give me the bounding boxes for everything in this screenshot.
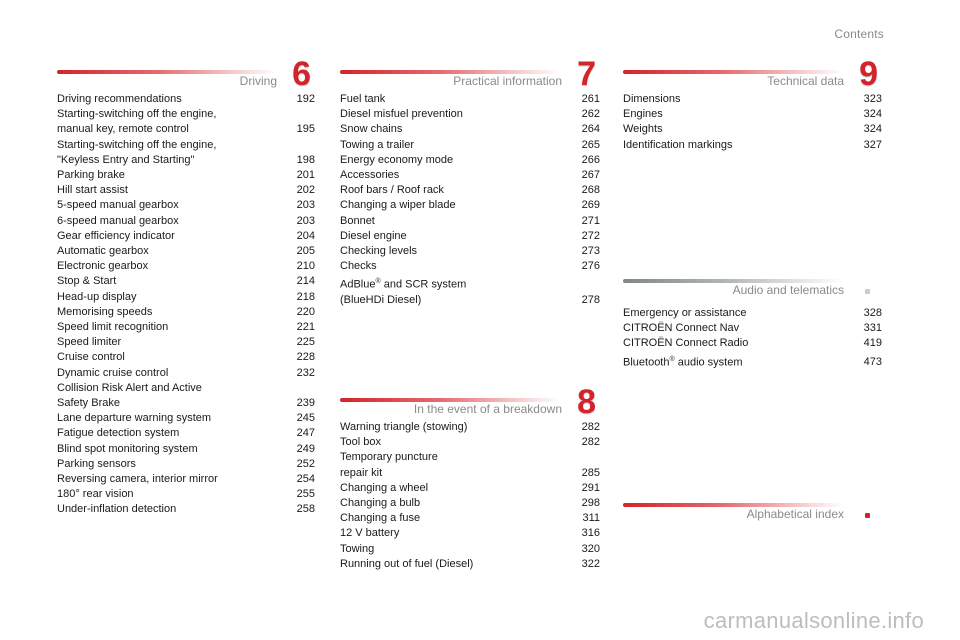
toc-entry[interactable] bbox=[623, 321, 882, 336]
toc-entry[interactable] bbox=[57, 244, 315, 259]
toc-entry-label: Tool box bbox=[340, 436, 381, 449]
toc-entry-page: 282 bbox=[581, 421, 600, 433]
toc-entry[interactable] bbox=[340, 450, 600, 480]
toc-entry-label: 12 V battery bbox=[340, 527, 400, 540]
toc-entry[interactable] bbox=[340, 557, 600, 572]
toc-entry[interactable] bbox=[57, 366, 315, 381]
toc-entry-page: 327 bbox=[863, 138, 882, 151]
toc-entry-label: Hill start assist bbox=[57, 184, 128, 197]
toc-entry-label: Parking sensors bbox=[57, 457, 136, 470]
toc-entry-page: 323 bbox=[863, 93, 882, 105]
toc-entry-label: Dimensions bbox=[623, 93, 681, 105]
toc-entry[interactable] bbox=[340, 153, 600, 168]
section-number: 8 bbox=[577, 383, 596, 421]
toc-entry-label: Emergency or assistance bbox=[623, 307, 747, 319]
toc-entry-label: Parking brake bbox=[57, 169, 125, 182]
toc-entry[interactable] bbox=[57, 183, 315, 198]
toc-entry-page: 265 bbox=[581, 138, 600, 151]
toc-entry-page: 320 bbox=[581, 542, 600, 555]
toc-entry[interactable] bbox=[340, 122, 600, 137]
toc-entry-label: Reversing camera, interior mirror bbox=[57, 473, 218, 486]
toc-entry[interactable] bbox=[57, 502, 315, 517]
toc-entry-page: 266 bbox=[581, 153, 600, 166]
toc-entry[interactable] bbox=[57, 411, 315, 426]
toc-entry-page: 202 bbox=[296, 184, 315, 197]
toc-entry-label: Speed limiter bbox=[57, 336, 122, 349]
section-breakdown bbox=[340, 383, 600, 572]
toc-entry-page: 276 bbox=[581, 260, 600, 273]
toc-entry-page: 282 bbox=[581, 436, 600, 449]
toc-entry-page: 221 bbox=[296, 321, 315, 334]
toc-entry[interactable] bbox=[57, 290, 315, 305]
section-driving bbox=[57, 55, 315, 518]
toc-entry-label: Towing a trailer bbox=[340, 138, 414, 151]
toc-entry-label: CITROËN Connect Radio bbox=[623, 337, 749, 350]
toc-entry[interactable] bbox=[340, 496, 600, 511]
toc-entry-page: 201 bbox=[296, 169, 315, 182]
toc-entry-label: Starting-switching off the engine, manual key, remote control bbox=[57, 108, 217, 136]
toc-list bbox=[340, 92, 600, 309]
toc-entry-label: Changing a wheel bbox=[340, 481, 429, 494]
section-number: 6 bbox=[292, 55, 311, 93]
toc-entry-page: 220 bbox=[296, 305, 315, 318]
toc-list bbox=[623, 306, 882, 370]
toc-entry[interactable] bbox=[623, 107, 882, 122]
toc-entry-label: Checks bbox=[340, 260, 377, 273]
toc-list bbox=[623, 92, 882, 153]
toc-entry-label: Speed limit recognition bbox=[57, 321, 169, 334]
toc-entry[interactable] bbox=[57, 198, 315, 213]
toc-entry-page: 255 bbox=[296, 488, 315, 501]
toc-entry[interactable] bbox=[57, 214, 315, 229]
toc-entry-label: Automatic gearbox bbox=[57, 245, 149, 258]
toc-entry[interactable] bbox=[340, 183, 600, 198]
toc-entry[interactable] bbox=[340, 214, 600, 229]
section-header bbox=[623, 271, 882, 301]
toc-entry-page: 331 bbox=[863, 322, 882, 335]
toc-entry[interactable] bbox=[57, 92, 315, 107]
toc-entry[interactable] bbox=[57, 457, 315, 472]
toc-list bbox=[57, 92, 315, 518]
toc-entry-label: CITROËN Connect Nav bbox=[623, 322, 740, 335]
toc-entry-page: 269 bbox=[581, 199, 600, 212]
toc-entry-page: 258 bbox=[296, 503, 315, 516]
section-marker-dot bbox=[865, 289, 870, 294]
toc-entry[interactable] bbox=[340, 274, 600, 308]
toc-entry-page: 232 bbox=[296, 366, 315, 379]
toc-entry-page: 322 bbox=[581, 557, 600, 570]
toc-entry-label: Electronic gearbox bbox=[57, 260, 149, 273]
toc-entry-label: Collision Risk Alert and Active Safety Brake bbox=[57, 381, 202, 410]
toc-entry-page: 195 bbox=[296, 123, 315, 136]
section-title: Practical information bbox=[453, 74, 562, 88]
toc-entry-label: Fatigue detection system bbox=[57, 427, 180, 440]
toc-entry-page: 239 bbox=[296, 397, 315, 410]
toc-entry[interactable] bbox=[57, 442, 315, 457]
toc-entry-label: Starting-switching off the engine, "Keyless Entry and Starting" bbox=[57, 138, 217, 166]
section-header bbox=[623, 495, 882, 525]
toc-entry-page: 198 bbox=[296, 153, 315, 166]
section-title: Audio and telematics bbox=[732, 283, 844, 297]
watermark: carmanualsonline.info bbox=[703, 608, 924, 633]
toc-entry-page: 210 bbox=[296, 260, 315, 273]
toc-entry-label: Identification markings bbox=[623, 138, 733, 151]
toc-entry[interactable] bbox=[57, 472, 315, 487]
toc-entry[interactable] bbox=[340, 107, 600, 122]
toc-entry-page: 252 bbox=[296, 457, 315, 470]
toc-entry[interactable] bbox=[623, 92, 882, 107]
toc-entry[interactable] bbox=[340, 138, 600, 153]
toc-entry-page: 218 bbox=[296, 290, 315, 303]
toc-entry-page: 192 bbox=[296, 93, 315, 105]
section-title: In the event of a breakdown bbox=[413, 402, 562, 416]
section-audio-telematics bbox=[623, 271, 882, 370]
toc-entry-page: 291 bbox=[581, 481, 600, 494]
section-number: 7 bbox=[577, 55, 596, 93]
toc-entry-label: Blind spot monitoring system bbox=[57, 442, 198, 455]
toc-entry-page: 214 bbox=[296, 275, 315, 288]
toc-entry[interactable] bbox=[57, 229, 315, 244]
toc-entry[interactable] bbox=[340, 435, 600, 450]
section-title: Technical data bbox=[767, 74, 844, 88]
toc-entry-label: Running out of fuel (Diesel) bbox=[340, 557, 474, 570]
section-number: 9 bbox=[859, 55, 878, 93]
section-technical-data bbox=[623, 55, 882, 153]
section-title: Alphabetical index bbox=[746, 507, 844, 521]
toc-entry-label: Energy economy mode bbox=[340, 153, 454, 166]
toc-entry-label: 5-speed manual gearbox bbox=[57, 199, 179, 212]
toc-entry-page: 203 bbox=[296, 214, 315, 227]
toc-entry[interactable] bbox=[57, 335, 315, 350]
toc-entry-label: Under-inflation detection bbox=[57, 503, 177, 516]
toc-entry-label: Changing a fuse bbox=[340, 512, 421, 525]
toc-entry-label: Temporary puncture repair kit bbox=[340, 451, 438, 479]
section-title: Driving bbox=[239, 74, 277, 88]
toc-entry-label: Checking levels bbox=[340, 245, 418, 258]
toc-entry[interactable] bbox=[623, 138, 882, 153]
toc-entry-label: Weights bbox=[623, 123, 663, 136]
toc-entry[interactable] bbox=[340, 92, 600, 107]
toc-entry-page: 254 bbox=[296, 473, 315, 486]
toc-entry[interactable] bbox=[340, 244, 600, 259]
toc-entry-label: Accessories bbox=[340, 169, 400, 182]
toc-entry-page: 247 bbox=[296, 427, 315, 440]
toc-entry-page: 324 bbox=[863, 123, 882, 136]
toc-entry-label: 6-speed manual gearbox bbox=[57, 214, 179, 227]
section-alphabetical-index bbox=[623, 495, 882, 525]
toc-entry[interactable] bbox=[57, 350, 315, 365]
toc-entry-label: Dynamic cruise control bbox=[57, 366, 169, 379]
toc-entry-label: Driving recommendations bbox=[57, 93, 182, 105]
toc-entry-label: Towing bbox=[340, 542, 375, 555]
toc-entry[interactable] bbox=[340, 259, 600, 274]
toc-entry-label: Diesel engine bbox=[340, 229, 407, 242]
toc-entry[interactable] bbox=[57, 138, 315, 168]
toc-entry-page: 272 bbox=[581, 229, 600, 242]
toc-entry[interactable] bbox=[340, 542, 600, 557]
toc-entry-page: 225 bbox=[296, 336, 315, 349]
toc-entry[interactable] bbox=[623, 336, 882, 351]
toc-entry[interactable] bbox=[57, 259, 315, 274]
toc-entry-page: 316 bbox=[581, 527, 600, 540]
toc-entry[interactable] bbox=[340, 511, 600, 526]
toc-list bbox=[340, 420, 600, 572]
toc-entry-page: 249 bbox=[296, 442, 315, 455]
toc-entry-label: Changing a wiper blade bbox=[340, 199, 456, 212]
toc-entry-label: Lane departure warning system bbox=[57, 412, 212, 425]
toc-entry-label: Snow chains bbox=[340, 123, 403, 136]
section-marker-dot bbox=[865, 513, 870, 518]
toc-entry-page: 267 bbox=[581, 169, 600, 182]
toc-entry-page: 311 bbox=[582, 512, 600, 525]
toc-entry-label: Changing a bulb bbox=[340, 497, 421, 510]
toc-entry-label: Gear efficiency indicator bbox=[57, 229, 175, 242]
section-header bbox=[57, 55, 315, 93]
toc-entry-page: 473 bbox=[863, 356, 882, 369]
toc-entry[interactable] bbox=[340, 481, 600, 496]
toc-entry-label: Fuel tank bbox=[340, 93, 386, 105]
toc-entry[interactable] bbox=[57, 487, 315, 502]
toc-entry[interactable] bbox=[340, 420, 600, 435]
toc-entry-page: 273 bbox=[581, 245, 600, 258]
toc-entry-page: 245 bbox=[296, 412, 315, 425]
toc-entry[interactable] bbox=[340, 229, 600, 244]
toc-entry-label: Stop & Start bbox=[57, 275, 117, 288]
toc-entry-page: 261 bbox=[581, 93, 600, 105]
toc-entry-page: 262 bbox=[581, 108, 600, 121]
toc-entry-label: Bonnet bbox=[340, 214, 375, 227]
toc-entry[interactable] bbox=[57, 320, 315, 335]
toc-entry-label: Roof bars / Roof rack bbox=[340, 184, 444, 197]
toc-entry-label: Engines bbox=[623, 108, 663, 121]
toc-entry-page: 278 bbox=[581, 294, 600, 307]
section-practical-information bbox=[340, 55, 600, 309]
toc-entry[interactable] bbox=[57, 168, 315, 183]
toc-entry[interactable] bbox=[57, 381, 315, 411]
section-header bbox=[623, 55, 882, 93]
toc-entry-label: Cruise control bbox=[57, 351, 125, 364]
toc-entry[interactable] bbox=[623, 352, 882, 371]
toc-entry-page: 419 bbox=[863, 337, 882, 350]
toc-entry-label: AdBlue® and SCR system (BlueHDi Diesel) bbox=[340, 278, 467, 307]
toc-entry[interactable] bbox=[623, 122, 882, 137]
toc-entry[interactable] bbox=[340, 198, 600, 213]
toc-entry-page: 328 bbox=[863, 307, 882, 319]
section-header bbox=[340, 55, 600, 93]
toc-entry-page: 264 bbox=[581, 123, 600, 136]
toc-entry-page: 271 bbox=[581, 214, 600, 227]
toc-entry-label: 180° rear vision bbox=[57, 488, 134, 501]
toc-entry-label: Bluetooth® audio system bbox=[623, 355, 743, 369]
page-header: Contents bbox=[834, 27, 884, 41]
toc-entry[interactable] bbox=[623, 306, 882, 321]
toc-entry-page: 205 bbox=[296, 245, 315, 258]
toc-entry-page: 298 bbox=[581, 497, 600, 510]
toc-entry-page: 203 bbox=[296, 199, 315, 212]
toc-entry-page: 285 bbox=[581, 466, 600, 479]
toc-entry-page: 204 bbox=[296, 229, 315, 242]
toc-entry[interactable] bbox=[57, 426, 315, 441]
toc-entry-label: Diesel misfuel prevention bbox=[340, 108, 463, 121]
toc-entry[interactable] bbox=[57, 107, 315, 137]
section-header bbox=[340, 383, 600, 421]
toc-entry-label: Head-up display bbox=[57, 290, 137, 303]
toc-entry[interactable] bbox=[57, 274, 315, 289]
toc-entry-page: 268 bbox=[581, 184, 600, 197]
toc-entry[interactable] bbox=[340, 526, 600, 541]
toc-entry-label: Memorising speeds bbox=[57, 305, 153, 318]
toc-entry-page: 228 bbox=[296, 351, 315, 364]
toc-entry[interactable] bbox=[57, 305, 315, 320]
toc-entry-page: 324 bbox=[863, 108, 882, 121]
toc-entry-label: Warning triangle (stowing) bbox=[340, 421, 468, 433]
toc-entry[interactable] bbox=[340, 168, 600, 183]
